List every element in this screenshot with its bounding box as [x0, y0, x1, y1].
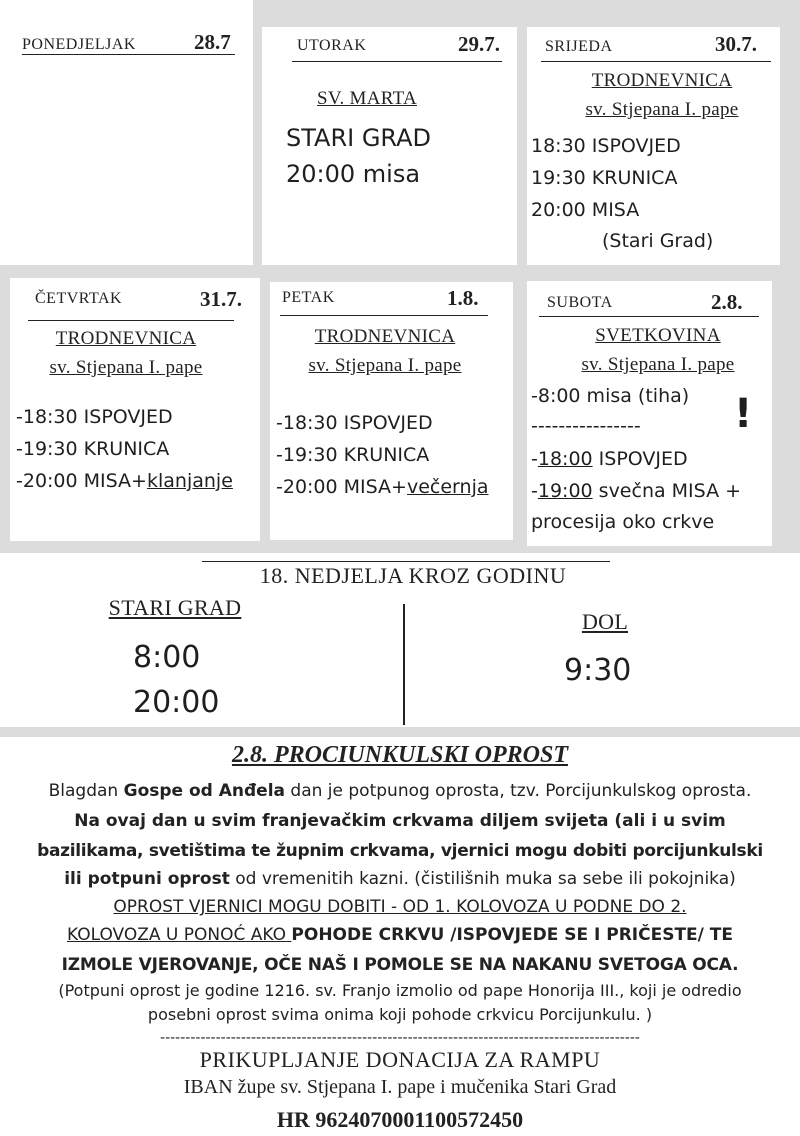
saturday-line-4: procesija oko crkve — [531, 511, 715, 533]
wednesday-name: SRIJEDA — [545, 38, 613, 55]
p6-part-b: POHODE CRKVU /ISPOVJEDE SE I PRIČESTE/ TE — [291, 925, 733, 945]
thursday-date: 31.7. — [200, 287, 242, 311]
oprost-title: 2.8. PROCIUNKULSKI OPROST — [231, 742, 569, 768]
wednesday-header-rule — [541, 61, 771, 62]
oprost-paragraph-1 — [0, 781, 800, 801]
oprost-paragraph-4 — [0, 869, 800, 889]
friday-date: 1.8. — [447, 286, 479, 310]
monday-date: 28.7 — [194, 30, 231, 54]
thursday-name: ČETVRTAK — [35, 290, 123, 307]
p6-part-a: KOLOVOZA U PONOĆ AKO — [66, 925, 292, 945]
tuesday-place: STARI GRAD — [286, 124, 432, 152]
oprost-paragraph-6 — [0, 925, 800, 945]
tuesday-card — [262, 27, 517, 265]
sunday-top-rule — [202, 561, 610, 562]
wednesday-event: TRODNEVNICA — [591, 70, 733, 91]
friday-line-3-mass: -20:00 MISA+ — [276, 476, 407, 498]
saturday-exclamation: ! — [734, 391, 753, 437]
oprost-paragraph-2: Na ovaj dan u svim franjevačkim crkvama diljem svijeta (ali i u svim — [74, 811, 726, 831]
tuesday-feast: SV. MARTA — [317, 88, 417, 109]
saturday-line-3-time: 19:00 — [537, 480, 593, 502]
donation-separator: ----------------------------------------------------------------------------------------------- — [160, 1030, 640, 1046]
tuesday-name: UTORAK — [297, 37, 367, 54]
stari-grad-time-2: 20:00 — [133, 685, 220, 720]
friday-card — [270, 282, 513, 540]
sunday-title: 18. NEDJELJA KROZ GODINU — [259, 563, 567, 588]
wednesday-line-1: 18:30 ISPOVJED — [531, 135, 681, 157]
wednesday-card — [527, 27, 780, 265]
tuesday-header-rule — [292, 61, 502, 62]
oprost-paragraph-9: posebni oprost svima onima koji pohode crkvicu Porcijunkulu. ) — [147, 1005, 653, 1024]
saturday-line-2-text: ISPOVJED — [592, 448, 688, 470]
donation-title: PRIKUPLJANJE DONACIJA ZA RAMPU — [199, 1047, 601, 1072]
wednesday-church: sv. Stjepana I. pape — [585, 99, 739, 120]
thursday-event: TRODNEVNICA — [55, 328, 197, 349]
p1-part-a: Blagdan — [48, 781, 124, 801]
thursday-line-3 — [16, 470, 233, 492]
oprost-paragraph-7: IZMOLE VJEROVANJE, OČE NAŠ I POMOLE SE NA NAKANU SVETOGA OCA. — [61, 955, 739, 975]
wednesday-date: 30.7. — [715, 32, 757, 56]
friday-church: sv. Stjepana I. pape — [308, 355, 462, 376]
saturday-line-2-time: 18:00 — [537, 448, 593, 470]
friday-line-1: -18:30 ISPOVJED — [276, 412, 433, 434]
saturday-line-2 — [531, 448, 688, 470]
friday-line-3-vespers: večernja — [406, 476, 489, 498]
oprost-paragraph-5: OPROST VJERNICI MOGU DOBITI - OD 1. KOLOVOZA U PODNE DO 2. — [113, 897, 687, 917]
thursday-header-rule — [28, 320, 234, 321]
saturday-card — [527, 281, 772, 546]
saturday-dashes: ---------------- — [531, 415, 641, 437]
oprost-paragraph-3: bazilikama, svetištima te župnim crkvama, vjernici mogu dobiti porcijunkulski — [37, 841, 763, 861]
wednesday-line-3: 20:00 MISA — [531, 199, 640, 221]
oprost-section — [0, 737, 800, 1136]
thursday-line-2: -19:30 KRUNICA — [16, 438, 170, 460]
saturday-name: SUBOTA — [547, 294, 613, 311]
saturday-church: sv. Stjepana I. pape — [581, 354, 735, 375]
thursday-line-3-adoration: klanjanje — [146, 470, 233, 492]
sunday-divider — [403, 604, 405, 725]
monday-header-rule — [22, 54, 235, 55]
tuesday-date: 29.7. — [458, 32, 500, 56]
monday-name: PONEDJELJAK — [22, 36, 136, 53]
wednesday-line-2: 19:30 KRUNICA — [531, 167, 678, 189]
donation-iban: HR 9624070001100572450 — [276, 1107, 524, 1132]
saturday-line-1: -8:00 misa (tiha) — [531, 385, 690, 407]
friday-line-3 — [276, 476, 489, 498]
p1-part-c: dan je potpunog oprosta, tzv. Porcijunkulskog oprosta. — [285, 781, 752, 801]
dol-time-1: 9:30 — [564, 653, 632, 688]
dol-label: DOL — [581, 609, 629, 634]
saturday-line-3 — [531, 480, 741, 502]
thursday-line-1: -18:30 ISPOVJED — [16, 406, 173, 428]
oprost-paragraph-8: (Potpuni oprost je godine 1216. sv. Franjo izmolio od pape Honorija III., koji je odredio — [58, 981, 742, 1000]
thursday-church: sv. Stjepana I. pape — [49, 357, 203, 378]
saturday-line-2-dash: - — [531, 448, 538, 470]
thursday-line-3-mass: -20:00 MISA+ — [16, 470, 147, 492]
sunday-card — [0, 553, 800, 727]
stari-grad-time-1: 8:00 — [133, 640, 201, 675]
friday-line-2: -19:30 KRUNICA — [276, 444, 430, 466]
friday-event: TRODNEVNICA — [314, 326, 456, 347]
saturday-event: SVETKOVINA — [595, 325, 721, 346]
p4-part-b: od vremenitih kazni. (čistilišnih muka sa sebe ili pokojnika) — [229, 869, 736, 889]
saturday-line-3-text: svečna MISA + — [592, 480, 742, 502]
thursday-card — [10, 278, 260, 541]
wednesday-line-4: (Stari Grad) — [602, 230, 714, 252]
monday-card — [0, 0, 253, 265]
stari-grad-label: STARI GRAD — [108, 595, 242, 620]
friday-header-rule — [280, 315, 488, 316]
saturday-date: 2.8. — [711, 290, 743, 314]
p4-part-a: ili potpuni oprost — [64, 869, 230, 889]
donation-iban-label: IBAN župe sv. Stjepana I. pape i mučenika Stari Grad — [183, 1076, 617, 1098]
saturday-header-rule — [539, 316, 759, 317]
saturday-line-3-dash: - — [531, 480, 538, 502]
p1-part-b: Gospe od Anđela — [123, 781, 286, 801]
tuesday-time: 20:00 misa — [286, 160, 421, 188]
friday-name: PETAK — [282, 289, 335, 306]
